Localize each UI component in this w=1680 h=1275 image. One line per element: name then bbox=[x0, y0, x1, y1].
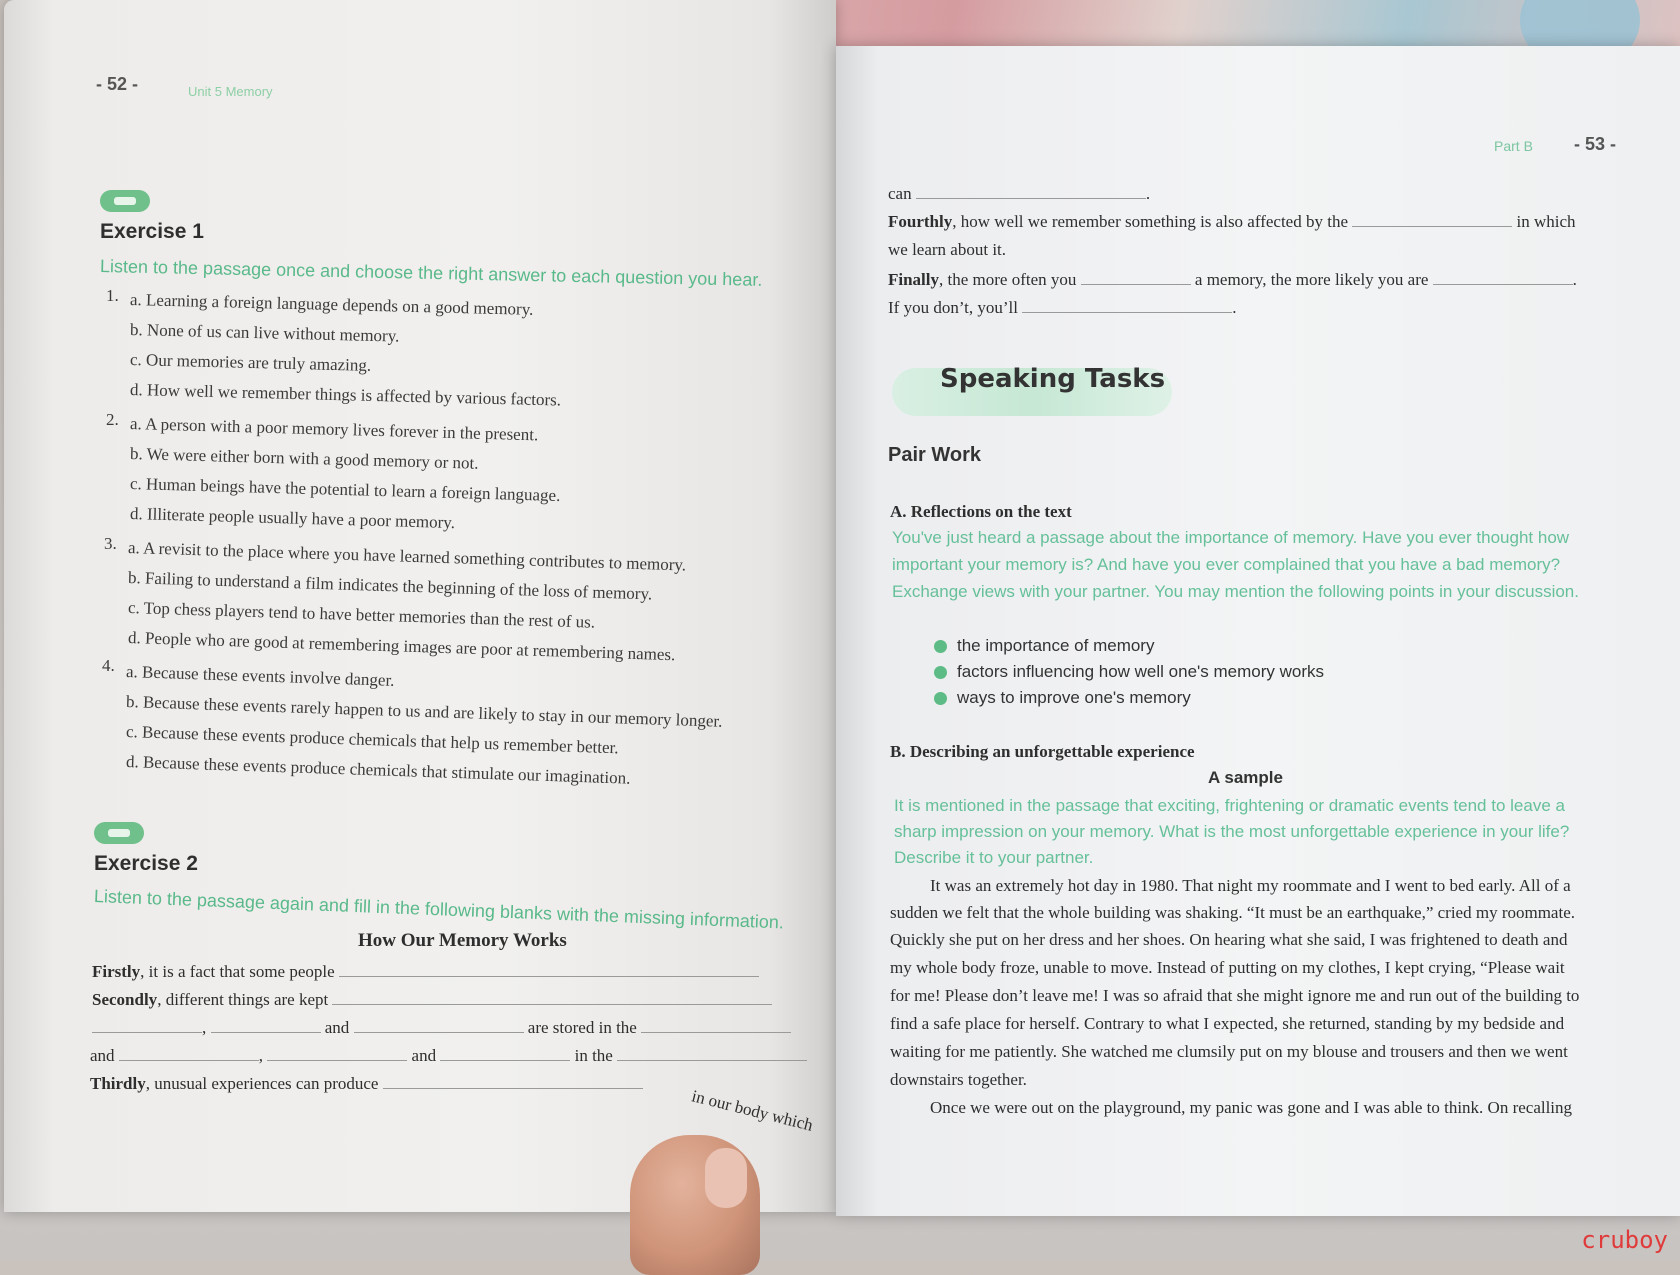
fill-blank[interactable] bbox=[1352, 212, 1512, 227]
question-number: 3. bbox=[104, 534, 117, 553]
continuation-line: can . bbox=[888, 184, 1151, 203]
exercise1-title: Exercise 1 bbox=[100, 220, 204, 243]
story-line: for me! Please don’t leave me! I was so afraid that she might ignore me and run out of the building to bbox=[890, 986, 1580, 1005]
story-line: downstairs together. bbox=[890, 1070, 1027, 1089]
answer-option: a. A person with a poor memory lives forever in the present. bbox=[129, 414, 539, 445]
fill-blank[interactable] bbox=[617, 1046, 807, 1061]
fourthly-line2: we learn about it. bbox=[888, 240, 1007, 259]
fill-blank[interactable] bbox=[641, 1018, 791, 1033]
speaking-tasks-title: Speaking Tasks bbox=[940, 364, 1166, 394]
fill-blank[interactable] bbox=[119, 1046, 259, 1061]
blank-line-stored: , and are stored in the bbox=[92, 1018, 791, 1038]
fill-blank[interactable] bbox=[354, 1018, 524, 1033]
fourthly-line: Fourthly, how well we remember something is also affected by the in which bbox=[888, 212, 1576, 231]
finally-line2: If you don’t, you’ll . bbox=[888, 298, 1237, 317]
answer-option: b. None of us can live without memory. bbox=[129, 320, 400, 346]
question-number: 2. bbox=[106, 410, 119, 429]
left-page bbox=[4, 0, 836, 1212]
story-line: waiting for me patiently. She watched me clumsily put on my blouse and trousers and then we went bbox=[890, 1042, 1568, 1061]
discussion-point: factors influencing how well one's memory works bbox=[934, 662, 1324, 682]
watermark: cruboy bbox=[1581, 1226, 1668, 1254]
blank-line-firstly: Firstly, it is a fact that some people bbox=[92, 962, 759, 982]
fill-blank[interactable] bbox=[332, 990, 772, 1005]
pair-work-heading: Pair Work bbox=[888, 444, 981, 466]
exercise2-title: Exercise 2 bbox=[94, 852, 198, 875]
section-a-instruction: important your memory is? And have you ever complained that you have a bad memory? bbox=[892, 555, 1561, 574]
story-line: my whole body froze, unable to move. Instead of putting on my clothes, I kept crying, “Please wait bbox=[890, 958, 1565, 977]
answer-option: b. Failing to understand a film indicates the beginning of the loss of memory. bbox=[127, 568, 653, 604]
running-head: Unit 5 Memory bbox=[188, 84, 273, 99]
section-b-instruction: It is mentioned in the passage that exciting, frightening or dramatic events tend to leave a bbox=[894, 796, 1565, 815]
fill-blank[interactable] bbox=[916, 184, 1146, 199]
bullet-icon bbox=[934, 666, 947, 679]
fill-blank[interactable] bbox=[383, 1074, 643, 1089]
answer-option: c. Human beings have the potential to learn a foreign language. bbox=[129, 474, 561, 506]
fill-blank[interactable] bbox=[440, 1046, 570, 1061]
fill-blank[interactable] bbox=[1022, 298, 1232, 313]
answer-option: a. Because these events involve danger. bbox=[125, 662, 395, 690]
story-line: It was an extremely hot day in 1980. That night my roommate and I went to bed early. All of a bbox=[930, 876, 1571, 895]
bullet-icon bbox=[934, 692, 947, 705]
fill-blank[interactable] bbox=[92, 1018, 202, 1033]
section-a-instruction: Exchange views with your partner. You may mention the following points in your discussion. bbox=[892, 582, 1579, 601]
section-b-instruction: Describe it to your partner. bbox=[894, 848, 1094, 867]
fill-blank[interactable] bbox=[267, 1046, 407, 1061]
answer-option: c. Top chess players tend to have better memories than the rest of us. bbox=[127, 598, 596, 632]
cassette-icon bbox=[100, 190, 150, 212]
blank-line-secondly: Secondly, different things are kept bbox=[92, 990, 772, 1010]
exercise1-instruction: Listen to the passage once and choose the right answer to each question you hear. bbox=[99, 256, 763, 290]
page-number-right: - 53 - bbox=[1574, 134, 1617, 154]
thirdly-continuation: in our body which bbox=[689, 1086, 815, 1135]
section-b-instruction: sharp impression on your memory. What is the most unforgettable experience in your life? bbox=[894, 822, 1570, 841]
sample-label: A sample bbox=[1208, 768, 1283, 787]
exercise2-instruction: Listen to the passage again and fill in the following blanks with the missing information. bbox=[93, 886, 785, 933]
section-a-instruction: You've just heard a passage about the importance of memory. Have you ever thought how bbox=[892, 528, 1570, 547]
fill-blank[interactable] bbox=[339, 962, 759, 977]
part-label: Part B bbox=[1494, 138, 1533, 154]
discussion-point: the importance of memory bbox=[934, 636, 1154, 656]
answer-option: d. People who are good at remembering images are poor at remembering names. bbox=[127, 628, 676, 665]
blank-line-and: and , and in the bbox=[90, 1046, 807, 1066]
answer-option: c. Because these events produce chemicals that help us remember better. bbox=[125, 722, 619, 758]
blank-line-thirdly: Thirdly, unusual experiences can produce bbox=[90, 1074, 643, 1094]
answer-option: c. Our memories are truly amazing. bbox=[129, 350, 372, 375]
story-line: Once we were out on the playground, my panic was gone and I was able to think. On recalling bbox=[930, 1098, 1573, 1117]
fill-blank[interactable] bbox=[1081, 270, 1191, 285]
fill-blank[interactable] bbox=[1433, 270, 1573, 285]
discussion-point: ways to improve one's memory bbox=[934, 688, 1191, 708]
story-line: find a safe place for herself. Contrary to what I expected, she returned, standing by my bedside and bbox=[890, 1014, 1565, 1033]
cassette-icon bbox=[94, 822, 144, 844]
bullet-icon bbox=[934, 640, 947, 653]
answer-option: b. Because these events rarely happen to us and are likely to stay in our memory longer. bbox=[125, 692, 723, 731]
story-line: sudden we felt that the whole building was shaking. “It must be an earthquake,” cried my roommate. bbox=[890, 903, 1575, 922]
answer-option: b. We were either born with a good memory or not. bbox=[129, 444, 479, 473]
finally-line: Finally, the more often you a memory, the more likely you are . bbox=[888, 270, 1577, 289]
section-a-title: A. Reflections on the text bbox=[890, 502, 1072, 521]
passage-title: How Our Memory Works bbox=[358, 930, 567, 951]
page-number-left: - 52 - bbox=[96, 74, 139, 94]
answer-option: d. Illiterate people usually have a poor memory. bbox=[129, 504, 456, 533]
story-line: Quickly she put on her dress and her shoes. On hearing what she said, I was frightened to death and bbox=[890, 930, 1568, 949]
section-b-title: B. Describing an unforgettable experience bbox=[890, 742, 1195, 761]
fill-blank[interactable] bbox=[211, 1018, 321, 1033]
answer-option: d. Because these events produce chemicals that stimulate our imagination. bbox=[125, 752, 631, 788]
fingernail bbox=[705, 1148, 747, 1208]
question-number: 1. bbox=[106, 286, 119, 305]
answer-option: d. How well we remember things is affected by various factors. bbox=[129, 380, 562, 410]
question-number: 4. bbox=[102, 656, 115, 675]
answer-option: a. A revisit to the place where you have learned something contributes to memory. bbox=[127, 538, 687, 575]
answer-option: a. Learning a foreign language depends on a good memory. bbox=[129, 290, 534, 319]
